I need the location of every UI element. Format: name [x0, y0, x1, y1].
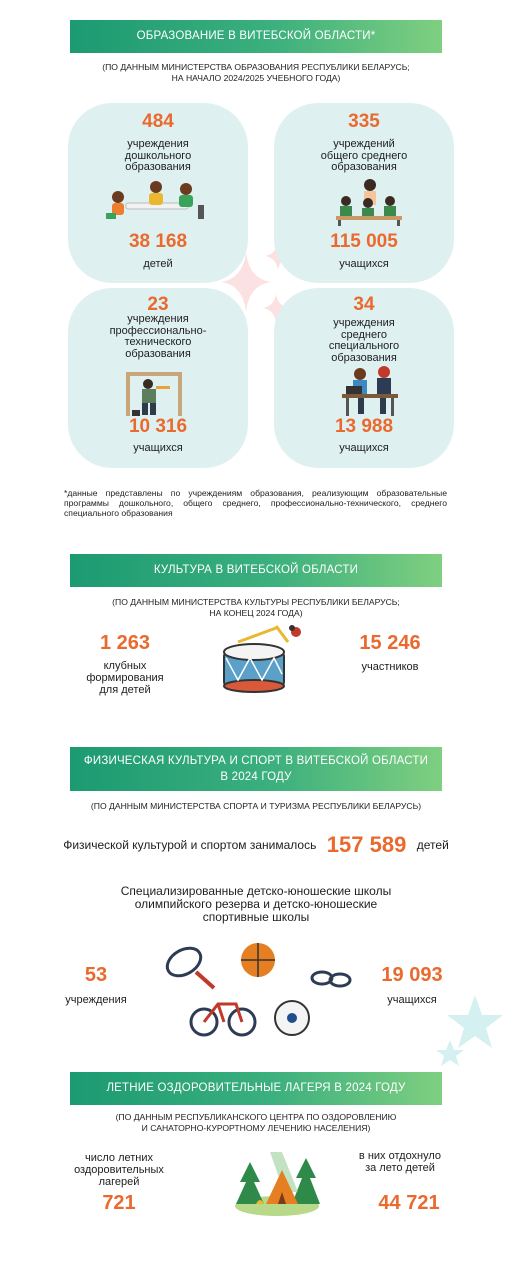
secondary-special-card	[274, 288, 454, 468]
education-source-line2: НА НАЧАЛО 2024/2025 УЧЕБНОГО ГОДА)	[171, 73, 341, 83]
camps-rested-label: в них отдохнуло за лето детей	[358, 1150, 442, 1174]
secondary-special-students: 13 988	[334, 416, 394, 437]
preschool-children-label: детей	[143, 258, 173, 270]
culture-source	[40, 597, 472, 619]
secondary-special-count: 34	[353, 294, 375, 315]
vocational-card	[68, 288, 248, 468]
sport-banner	[70, 747, 442, 791]
culture-participants-label: участников	[361, 661, 419, 673]
culture-source-line2: НА КОНЕЦ 2024 ГОДА)	[209, 608, 303, 618]
camps-source	[40, 1112, 472, 1134]
camps-title: ЛЕТНИЕ ОЗДОРОВИТЕЛЬНЫЕ ЛАГЕРЯ В 2024 ГОДУ	[106, 1082, 406, 1094]
camps-count-label: число летних оздоровительных лагерей	[74, 1152, 164, 1188]
culture-banner	[70, 554, 442, 587]
camps-count-value: 721	[102, 1192, 136, 1214]
sport-engaged-text: Физической культурой и спортом занималось	[63, 838, 317, 852]
general-school-card	[274, 103, 454, 283]
sport-schools-value: 53	[84, 964, 108, 986]
general-school-students-label: учащихся	[339, 258, 389, 270]
preschool-kids-icon	[98, 175, 218, 225]
secondary-special-students-label: учащихся	[339, 442, 389, 454]
vocational-count: 23	[147, 294, 169, 315]
preschool-count: 484	[142, 111, 174, 132]
drum-icon	[218, 624, 308, 694]
general-school-label: учреждений общего среднего образования	[320, 138, 408, 173]
sport-engaged-value: 157 589	[326, 832, 407, 857]
vocational-students: 10 316	[128, 416, 188, 437]
camps-source-line1: (ПО ДАННЫМ РЕСПУБЛИКАНСКОГО ЦЕНТРА ПО ОЗДОРОВЛЕНИЮ	[115, 1112, 397, 1122]
sport-students-label: учащихся	[387, 994, 437, 1006]
education-source	[40, 62, 472, 84]
worker-icon	[116, 366, 186, 418]
education-source-line1: (ПО ДАННЫМ МИНИСТЕРСТВА ОБРАЗОВАНИЯ РЕСПУБЛИКИ БЕЛАРУСЬ;	[102, 62, 410, 72]
sport-title-line2: В 2024 ГОДУ	[220, 771, 292, 783]
preschool-card	[68, 103, 248, 283]
culture-title: КУЛЬТУРА В ВИТЕБСКОЙ ОБЛАСТИ	[153, 564, 359, 576]
sport-schools-heading: Специализированные детско-юношеские школы олимпийского резерва и детско-юношеские спортивные школы	[120, 884, 392, 924]
sports-equipment-icon	[160, 940, 360, 1040]
culture-clubs-value: 1 263	[99, 632, 151, 654]
students-desk-icon	[338, 366, 402, 418]
education-footnote: *данные представлены по учреждениям образования, реализующим образовательные программы дошкольного, общего среднего, профессионально-технического, среднего специального образования	[64, 488, 447, 518]
sport-title-line1: ФИЗИЧЕСКАЯ КУЛЬТУРА И СПОРТ В ВИТЕБСКОЙ ОБЛАСТИ	[83, 755, 429, 767]
education-banner	[70, 20, 442, 53]
education-title: ОБРАЗОВАНИЕ В ВИТЕБСКОЙ ОБЛАСТИ*	[136, 30, 376, 42]
sport-engaged-unit: детей	[416, 838, 449, 852]
culture-participants-value: 15 246	[359, 632, 421, 654]
general-school-students: 115 005	[330, 231, 398, 252]
secondary-special-label: учреждения среднего специального образования	[328, 317, 400, 364]
vocational-students-label: учащихся	[133, 442, 183, 454]
culture-clubs-label: клубных формирования для детей	[86, 660, 164, 696]
preschool-label: учреждения дошкольного образования	[124, 138, 192, 173]
camp-icon	[232, 1142, 322, 1218]
sport-students-value: 19 093	[381, 964, 443, 986]
sport-source: (ПО ДАННЫМ МИНИСТЕРСТВА СПОРТА И ТУРИЗМА РЕСПУБЛИКИ БЕЛАРУСЬ)	[90, 801, 422, 811]
preschool-children: 38 168	[128, 231, 188, 252]
camps-banner	[70, 1072, 442, 1105]
camps-source-line2: И САНАТОРНО-КУРОРТНОМУ ЛЕЧЕНИЮ НАСЕЛЕНИЯ)	[141, 1123, 371, 1133]
camps-rested-value: 44 721	[378, 1192, 440, 1214]
general-school-count: 335	[348, 111, 380, 132]
sport-schools-label: учреждения	[65, 994, 127, 1006]
sport-engaged-line	[0, 832, 512, 858]
vocational-label: учреждения профессионально- технического образования	[109, 313, 207, 360]
culture-source-line1: (ПО ДАННЫМ МИНИСТЕРСТВА КУЛЬТУРЫ РЕСПУБЛИКИ БЕЛАРУСЬ;	[112, 597, 400, 607]
classroom-icon	[334, 177, 404, 227]
